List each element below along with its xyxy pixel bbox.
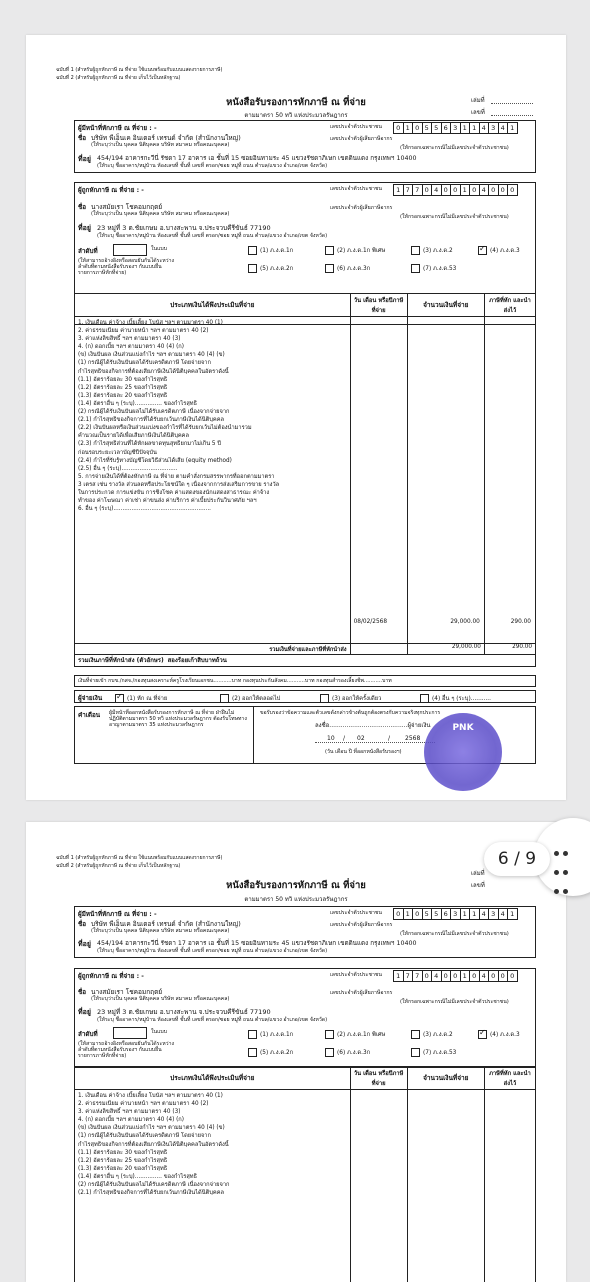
p2-seq-number-box[interactable]: [113, 1027, 147, 1039]
p2-payee-taxid-label: เลขประจำตัวประชาชน: [330, 972, 382, 978]
p2-copy-note-2: ฉบับที่ 2 (สำหรับผู้ถูกหักภาษี ณ ที่จ่าย เก็บไว้เป็นหลักฐาน): [56, 862, 180, 870]
payer-name-label: ชื่อ: [78, 133, 86, 143]
payer-taxid2-label: เลขประจำตัวผู้เสียภาษีอากร: [330, 136, 392, 142]
p2-payer-address-hint: (ให้ระบุ ชื่ออาคาร/หมู่บ้าน ห้องเลขที่ ชั้นที่ เลขที่ ตรอก/ซอย หมู่ที่ ถนน ตำบล/แขวง อำเภอ/เขต จังหวัด): [97, 948, 327, 954]
row-4b22: (2.2) เงินปันผลหรือเงินส่วนแบ่งของกำไรที่ได้รับยกเว้นไม่ต้องนำมารวม: [78, 422, 347, 430]
p2-payee-box: [74, 968, 536, 1068]
p2-payee-heading: ผู้ถูกหักภาษี ณ ที่จ่าย : -: [78, 971, 144, 981]
warning-box: คำเตือน ผู้มีหน้าที่ออกหนังสือรับรองการหักภาษี ณ ที่จ่าย ฝ่าฝืนไม่ปฏิบัติตามมาตรา 50 ทวิ แห่งประมวลรัษฎากร ต้องรับโทษทางอาญาตามมาตรา 35 แห่งประมวลรัษฎากร ขอรับรองว่าข้อความและตัวเลขดังกล่าวข้างต้นถูกต้องตรงกับความจริงทุกประการ ลงชื่อ.........................................ผู้จ่ายเงิน 10 / 02 / 2568 (วัน เดือน ปี ที่ออกหนังสือรับรองฯ): [74, 706, 536, 764]
form-subtitle: ตามมาตรา 50 ทวิ แห่งประมวลรัษฎากร: [26, 110, 566, 120]
payee-address-hint: (ให้ระบุ ชื่ออาคาร/หมู่บ้าน ห้องเลขที่ ชั้นที่ เลขที่ ตรอก/ซอย หมู่ที่ ถนน ตำบล/แขวง อำเภอ/เขต จังหวัด): [97, 233, 327, 239]
payer-address: 454/194 อาคารกะวีนี่ รัชดา 17 อาคาร เอ ชั้นที่ 15 ซอยอินทามระ 45 แขวงรัชดาภิเษก เขตดินแดง กรุงเทพฯ 10400: [97, 153, 417, 163]
seq-label: ลำดับที่: [78, 246, 98, 256]
total-tax: 290.00: [484, 644, 535, 655]
option-once[interactable]: (3) ออกให้ครั้งเดียว: [320, 693, 381, 703]
p2-payee-address: 23 หมู่ที่ 3 ต.ชัยเกษม อ.บางสะพาน จ.ประจวบคีรีขันธ์ 77190: [97, 1007, 271, 1017]
row-4b1: (1) กรณีผู้ได้รับเงินปันผลได้รับเครดิตภาษี โดยจ่ายจาก: [78, 357, 347, 365]
checkbox-pnd53: [411, 264, 420, 273]
seq-number-box[interactable]: [113, 244, 147, 256]
checkbox-pnd2a: [248, 264, 257, 273]
payee-taxid: 1 7 7 0 4 0 0 1 0 4 0 0 0: [393, 184, 518, 196]
payer-taxid: 0 1 0 5 5 6 3 1 1 4 3 4 1: [393, 122, 518, 134]
tax-words: สองร้อยเก้าสิบบาทถ้วน: [168, 657, 227, 664]
p2-no-label: เลขที่: [471, 882, 485, 890]
payer-box: [74, 120, 536, 173]
payee-address-label: ที่อยู่: [78, 223, 91, 234]
fund-line: เงินที่จ่ายเข้า กบข./กสจ./กองทุนสงเคราะห์ครูโรงเรียนเอกชน...........บาท กองทุนประกันสังคม...........บาท กองทุนสำรองเลี้ยงชีพ...........บาท: [74, 675, 536, 687]
row-4b12: (1.2) อัตราร้อยละ 25 ของกำไรสุทธิ: [78, 382, 347, 390]
p2-payee-address-label: ที่อยู่: [78, 1007, 91, 1018]
payer-taxid2-hint: (ให้กรอกเฉพาะกรณีไม่มีเลขประจำตัวประชาชน): [400, 145, 509, 151]
option-pnd1a[interactable]: (1) ภ.ง.ด.1ก: [248, 245, 293, 255]
payee-taxid-label: เลขประจำตัวประชาชน: [330, 186, 382, 192]
p2-payer-address: 454/194 อาคารกะวีนี่ รัชดา 17 อาคาร เอ ชั้นที่ 15 ซอยอินทามระ 45 แขวงรัชดาภิเษก เขตดินแดง กรุงเทพฯ 10400: [97, 938, 417, 948]
row-4b24: (2.4) กำไรที่รับรู้ทางบัญชีโดยวิธีส่วนได้เสีย (equity method): [78, 455, 347, 463]
option-pnd3[interactable]: ✓ (4) ภ.ง.ด.3: [478, 245, 520, 255]
checkbox-always: [220, 694, 229, 703]
seq-hint: (ให้สามารถอ้างอิงหรือสอบยันกันได้ระหว่างลำดับที่ตามหนังสือรับรองฯ กับแบบยื่นรายการภาษีหักที่จ่าย): [78, 258, 178, 277]
p2-payer-address-label: ที่อยู่: [78, 939, 91, 950]
p2-payer-heading: ผู้มีหน้าที่หักภาษี ณ ที่จ่าย : -: [78, 909, 157, 919]
row-4b: (ข) เงินปันผล เงินส่วนแบ่งกำไร ฯลฯ ตามมาตรา 40 (4) (ข): [78, 349, 347, 357]
total-amount: 29,000.00: [407, 644, 484, 655]
p2-col-income-type: ประเภทเงินได้พึงประเมินที่จ่าย: [75, 1067, 351, 1090]
row-4b23: (2.3) กำไรสุทธิส่วนที่ได้หักผลขาดทุนสุทธิยกมาไม่เกิน 5 ปี: [78, 438, 347, 446]
p2-payee-address-hint: (ให้ระบุ ชื่ออาคาร/หมู่บ้าน ห้องเลขที่ ชั้นที่ เลขที่ ตรอก/ซอย หมู่ที่ ถนน ตำบล/แขวง อำเภอ/เขต จังหวัด): [97, 1017, 327, 1023]
row5-tax: 290.00: [511, 619, 531, 625]
p2-payee-name-label: ชื่อ: [78, 987, 86, 997]
p2-option-pnd3[interactable]: ✓ (4) ภ.ง.ด.3: [478, 1029, 520, 1039]
p2-book-no-label: เล่มที่: [471, 870, 485, 878]
payer-address-hint: (ให้ระบุ ชื่ออาคาร/หมู่บ้าน ห้องเลขที่ ชั้นที่ เลขที่ ตรอก/ซอย หมู่ที่ ถนน ตำบล/แขวง อำเภอ/เขต จังหวัด): [97, 163, 327, 169]
payee-name-label: ชื่อ: [78, 202, 86, 212]
option-pnd2a[interactable]: (5) ภ.ง.ด.2ก: [248, 263, 293, 273]
warning-label: คำเตือน: [78, 710, 100, 720]
option-pnd1a-special[interactable]: (2) ภ.ง.ด.1ก พิเศษ: [325, 245, 385, 255]
payer-type-row: [74, 690, 536, 703]
row-4b1-cont: กำไรสุทธิของกิจการที่ต้องเสียภาษีเงินได้นิติบุคคลในอัตราดังนี้: [78, 366, 347, 374]
grid-dots-icon: [552, 842, 570, 899]
row-4b21: (2.1) กำไรสุทธิของกิจการที่ได้รับยกเว้นภาษีเงินได้นิติบุคคล: [78, 414, 347, 422]
certify-text: ขอรับรองว่าข้อความและตัวเลขดังกล่าวข้างต้นถูกต้องตรงกับความจริงทุกประการ: [260, 710, 530, 716]
p2-option-pnd2[interactable]: (3) ภ.ง.ด.2: [411, 1029, 453, 1039]
col-tax: ภาษีที่หัก และนำส่งไว้: [484, 294, 535, 317]
income-rows: [75, 317, 351, 644]
option-other[interactable]: (4) อื่น ๆ (ระบุ)...........: [420, 693, 491, 703]
row-4b23-cont: ก่อนรอบระยะเวลาบัญชีปีปัจจุบัน: [78, 447, 347, 455]
payer-taxid-label: เลขประจำตัวประชาชน: [330, 124, 382, 130]
p2-option-pnd2a[interactable]: (5) ภ.ง.ด.2ก: [248, 1047, 293, 1057]
payee-name: นางสมัยเรา โชคอมกฤตย์: [91, 202, 162, 212]
checkbox-pnd3: [478, 246, 487, 255]
checkbox-pnd1a-special: [325, 246, 334, 255]
checkbox-once: [320, 694, 329, 703]
income-table: [74, 293, 536, 667]
copy-note-1: ฉบับที่ 1 (สำหรับผู้ถูกหักภาษี ณ ที่จ่าย ใช้แนบพร้อมกับแบบแสดงรายการภาษี): [56, 66, 222, 74]
book-no-label: เล่มที่: [471, 97, 485, 105]
p2-payer-taxid: 0 1 0 5 5 6 3 1 1 4 3 4 1: [393, 908, 518, 920]
col-income-type: ประเภทเงินได้พึงประเมินที่จ่าย: [75, 294, 351, 317]
row-5-cont1: 3 เตรส เช่น รางวัล ส่วนลดหรือประโยชน์ใด ๆ เนื่องจากการส่งเสริมการขาย รางวัล: [78, 479, 347, 487]
col-amount: จำนวนเงินที่จ่าย: [407, 294, 484, 317]
row-5: 5. การจ่ายเงินได้ที่ต้องหักภาษี ณ ที่จ่าย ตามคำสั่งกรมสรรพากรที่ออกตามมาตรา: [78, 471, 347, 479]
p2-payer-taxid2-label: เลขประจำตัวผู้เสียภาษีอากร: [330, 922, 392, 928]
p2-option-pnd53[interactable]: (7) ภ.ง.ด.53: [411, 1047, 456, 1057]
p2-payer-name: บริษัท พีเอ็นเค อินเตอร์ เทรนด์ จำกัด (สำนักงานใหญ่): [91, 919, 241, 929]
payer-name-hint: (ให้ระบุว่าเป็น บุคคล นิติบุคคล บริษัท สมาคม หรือคณะบุคคล): [91, 142, 229, 148]
p2-payer-box: [74, 906, 536, 958]
words-row: รวมเงินภาษีที่หักนำส่ง (ตัวอักษร) สองร้อยเก้าสิบบาทถ้วน: [75, 655, 536, 667]
row-6: 6. อื่น ๆ (ระบุ)......................................................: [78, 503, 347, 511]
p2-col-tax: ภาษีที่หัก และนำส่งไว้: [484, 1067, 535, 1090]
checkbox-other: [420, 694, 429, 703]
warning-text: ผู้มีหน้าที่ออกหนังสือรับรองการหักภาษี ณ ที่จ่าย ฝ่าฝืนไม่ปฏิบัติตามมาตรา 50 ทวิ แห่งประมวลรัษฎากร ต้องรับโทษทางอาญาตามมาตรา 35 แห่งประมวลรัษฎากร: [109, 710, 247, 729]
date-day: 10: [327, 735, 335, 743]
p2-payee-taxid2-hint: (ให้กรอกเฉพาะกรณีไม่มีเลขประจำตัวประชาชน): [400, 999, 509, 1005]
row-4b25: (2.5) อื่น ๆ (ระบุ)...............................: [78, 463, 347, 471]
payer-heading: ผู้มีหน้าที่หักภาษี ณ ที่จ่าย : -: [78, 123, 157, 133]
p2-payer-taxid2-hint: (ให้กรอกเฉพาะกรณีไม่มีเลขประจำตัวประชาชน): [400, 931, 509, 937]
p2-form-subtitle: ตามมาตรา 50 ทวิ แห่งประมวลรัษฎากร: [26, 894, 566, 904]
date-month: 02: [357, 735, 365, 743]
row-5-cont3: ทำของ ค่าโฆษณา ค่าเช่า ค่าขนส่ง ค่าบริการ ค่าเบี้ยประกันวินาศภัย ฯลฯ: [78, 495, 347, 503]
checkbox-pnd1a: [248, 246, 257, 255]
payee-taxid2-hint: (ให้กรอกเฉพาะกรณีไม่มีเลขประจำตัวประชาชน): [400, 214, 509, 220]
row-4b13: (1.3) อัตราร้อยละ 20 ของกำไรสุทธิ: [78, 390, 347, 398]
sign-line: ลงชื่อ.........................................ผู้จ่ายเงิน: [315, 722, 430, 730]
copy-note-2: ฉบับที่ 2 (สำหรับผู้ถูกหักภาษี ณ ที่จ่าย เก็บไว้เป็นหลักฐาน): [56, 74, 180, 82]
no-label: เลขที่: [471, 109, 485, 117]
payer-address-label: ที่อยู่: [78, 154, 91, 165]
p2-col-date: วัน เดือน หรือปีภาษี ที่จ่าย: [350, 1067, 407, 1090]
p2-form-title: หนังสือรับรองการหักภาษี ณ ที่จ่าย: [26, 878, 566, 893]
p2-option-pnd1a-special[interactable]: (2) ภ.ง.ด.1ก พิเศษ: [325, 1029, 385, 1039]
page-counter: 6 / 9: [484, 842, 550, 876]
row-4b2: (2) กรณีผู้ได้รับเงินปันผลไม่ได้รับเครดิตภาษี เนื่องจากจ่ายจาก: [78, 406, 347, 414]
row5-amount: 29,000.00: [450, 619, 480, 625]
row5-date: 08/02/2568: [354, 619, 387, 625]
payee-heading: ผู้ถูกหักภาษี ณ ที่จ่าย : -: [78, 185, 144, 195]
p2-seq-in-form: ในแบบ: [151, 1029, 167, 1035]
option-pnd3a[interactable]: (6) ภ.ง.ด.3ก: [325, 263, 370, 273]
p2-option-pnd1a[interactable]: (1) ภ.ง.ด.1ก: [248, 1029, 293, 1039]
row-4b11: (1.1) อัตราร้อยละ 30 ของกำไรสุทธิ: [78, 374, 347, 382]
payee-name-hint: (ให้ระบุว่าเป็น บุคคล นิติบุคคล บริษัท สมาคม หรือคณะบุคคล): [91, 211, 229, 217]
seq-in-form: ในแบบ: [151, 246, 167, 252]
row-4b22-cont: คำนวณเป็นรายได้เพื่อเสียภาษีเงินได้นิติบุคคล: [78, 430, 347, 438]
p2-payee-name: นางสมัยเรา โชคอมกฤตย์: [91, 987, 162, 997]
row-3: 3. ค่าแห่งลิขสิทธิ์ ฯลฯ ตามมาตรา 40 (3): [78, 333, 347, 341]
p2-payee-taxid2-label: เลขประจำตัวผู้เสียภาษีอากร: [330, 990, 392, 996]
payee-taxid2-label: เลขประจำตัวผู้เสียภาษีอากร: [330, 205, 392, 211]
checkbox-pnd2: [411, 246, 420, 255]
row-2: 2. ค่าธรรมเนียม ค่านายหน้า ฯลฯ ตามมาตรา 40 (2): [78, 325, 347, 333]
p2-option-pnd3a[interactable]: (6) ภ.ง.ด.3ก: [325, 1047, 370, 1057]
date-hint: (วัน เดือน ปี ที่ออกหนังสือรับรองฯ): [325, 749, 402, 755]
form-title: หนังสือรับรองการหักภาษี ณ ที่จ่าย: [26, 95, 566, 110]
row-1: 1. เงินเดือน ค่าจ้าง เบี้ยเลี้ยง โบนัส ฯลฯ ตามมาตรา 40 (1): [78, 317, 347, 325]
p2-payer-taxid-label: เลขประจำตัวประชาชน: [330, 910, 382, 916]
p2-payee-taxid: 1 7 7 0 4 0 0 1 0 4 0 0 0: [393, 970, 518, 982]
total-label: รวมเงินที่จ่ายและภาษีที่หักนำส่ง: [75, 644, 351, 655]
payer-name: บริษัท พีเอ็นเค อินเตอร์ เทรนด์ จำกัด (สำนักงานใหญ่): [91, 133, 241, 143]
date-year: 2568: [405, 735, 420, 743]
payee-address: 23 หมู่ที่ 3 ต.ชัยเกษม อ.บางสะพาน จ.ประจวบคีรีขันธ์ 77190: [97, 223, 271, 233]
payer-type-label: ผู้จ่ายเงิน: [78, 693, 102, 703]
checkbox-pnd3a: [325, 264, 334, 273]
row-4b14: (1.4) อัตราอื่น ๆ (ระบุ)............... ของกำไรสุทธิ: [78, 398, 347, 406]
option-always[interactable]: (2) ออกให้ตลอดไป: [220, 693, 280, 703]
row-4a: 4. (ก) ดอกเบี้ย ฯลฯ ตามมาตรา 40 (4) (ก): [78, 341, 347, 349]
row-5-cont2: ในการประกวด การแข่งขัน การชิงโชค ค่าแสดงของนักแสดงสาธารณะ ค่าจ้าง: [78, 487, 347, 495]
col-date: วัน เดือน หรือปีภาษี ที่จ่าย: [350, 294, 407, 317]
checkbox-withhold: [115, 694, 124, 703]
document-page-2: [26, 822, 566, 1282]
option-pnd2[interactable]: (3) ภ.ง.ด.2: [411, 245, 453, 255]
option-withhold[interactable]: ✓ (1) หัก ณ ที่จ่าย: [115, 693, 167, 703]
p2-seq-hint: (ให้สามารถอ้างอิงหรือสอบยันกันได้ระหว่างลำดับที่ตามหนังสือรับรองฯ กับแบบยื่นรายการภาษีหักที่จ่าย): [78, 1041, 178, 1060]
p2-payee-name-hint: (ให้ระบุว่าเป็น บุคคล นิติบุคคล บริษัท สมาคม หรือคณะบุคคล): [91, 996, 229, 1002]
p2-seq-label: ลำดับที่: [78, 1029, 98, 1039]
option-pnd53[interactable]: (7) ภ.ง.ด.53: [411, 263, 456, 273]
p2-income-rows: 1. เงินเดือน ค่าจ้าง เบี้ยเลี้ยง โบนัส ฯลฯ ตามมาตรา 40 (1) 2. ค่าธรรมเนียม ค่านายหน้า ฯลฯ ตามมาตรา 40 (2) 3. ค่าแห่งลิขสิทธิ์ ฯลฯ ตามมาตรา 40 (3) 4. (ก) ดอกเบี้ย ฯลฯ ตามมาตรา 40 (4) (ก) (ข) เงินปันผล เงินส่วนแบ่งกำไร ฯลฯ ตามมาตรา 40 (4) (ข) (1) กรณีผู้ได้รับเงินปันผลได้รับเครดิตภาษี โดยจ่ายจาก กำไรสุทธิของกิจการที่ต้องเสียภาษีเงินได้นิติบุคคลในอัตราดังนี้ (1.1) อัตราร้อยละ 30 ของกำไรสุทธิ (1.2) อัตราร้อยละ 25 ของกำไรสุทธิ (1.3) อัตราร้อยละ 20 ของกำไรสุทธิ (1.4) อัตราอื่น ๆ (ระบุ)............... ของกำไรสุทธิ (2) กรณีผู้ได้รับเงินปันผลไม่ได้รับเครดิตภาษี เนื่องจากจ่ายจาก (2.1) กำไรสุทธิของกิจการที่ได้รับยกเว้นภาษีเงินได้นิติบุคคล: [75, 1090, 351, 1282]
p2-income-table: [74, 1066, 536, 1282]
p2-col-amount: จำนวนเงินที่จ่าย: [407, 1067, 484, 1090]
company-seal-stamp: PNK: [424, 713, 502, 791]
p2-payer-name-hint: (ให้ระบุว่าเป็น บุคคล นิติบุคคล บริษัท สมาคม หรือคณะบุคคล): [91, 928, 229, 934]
p2-copy-note-1: ฉบับที่ 1 (สำหรับผู้ถูกหักภาษี ณ ที่จ่าย ใช้แนบพร้อมกับแบบแสดงรายการภาษี): [56, 854, 222, 862]
document-page-1: [26, 35, 566, 800]
p2-payer-name-label: ชื่อ: [78, 919, 86, 929]
